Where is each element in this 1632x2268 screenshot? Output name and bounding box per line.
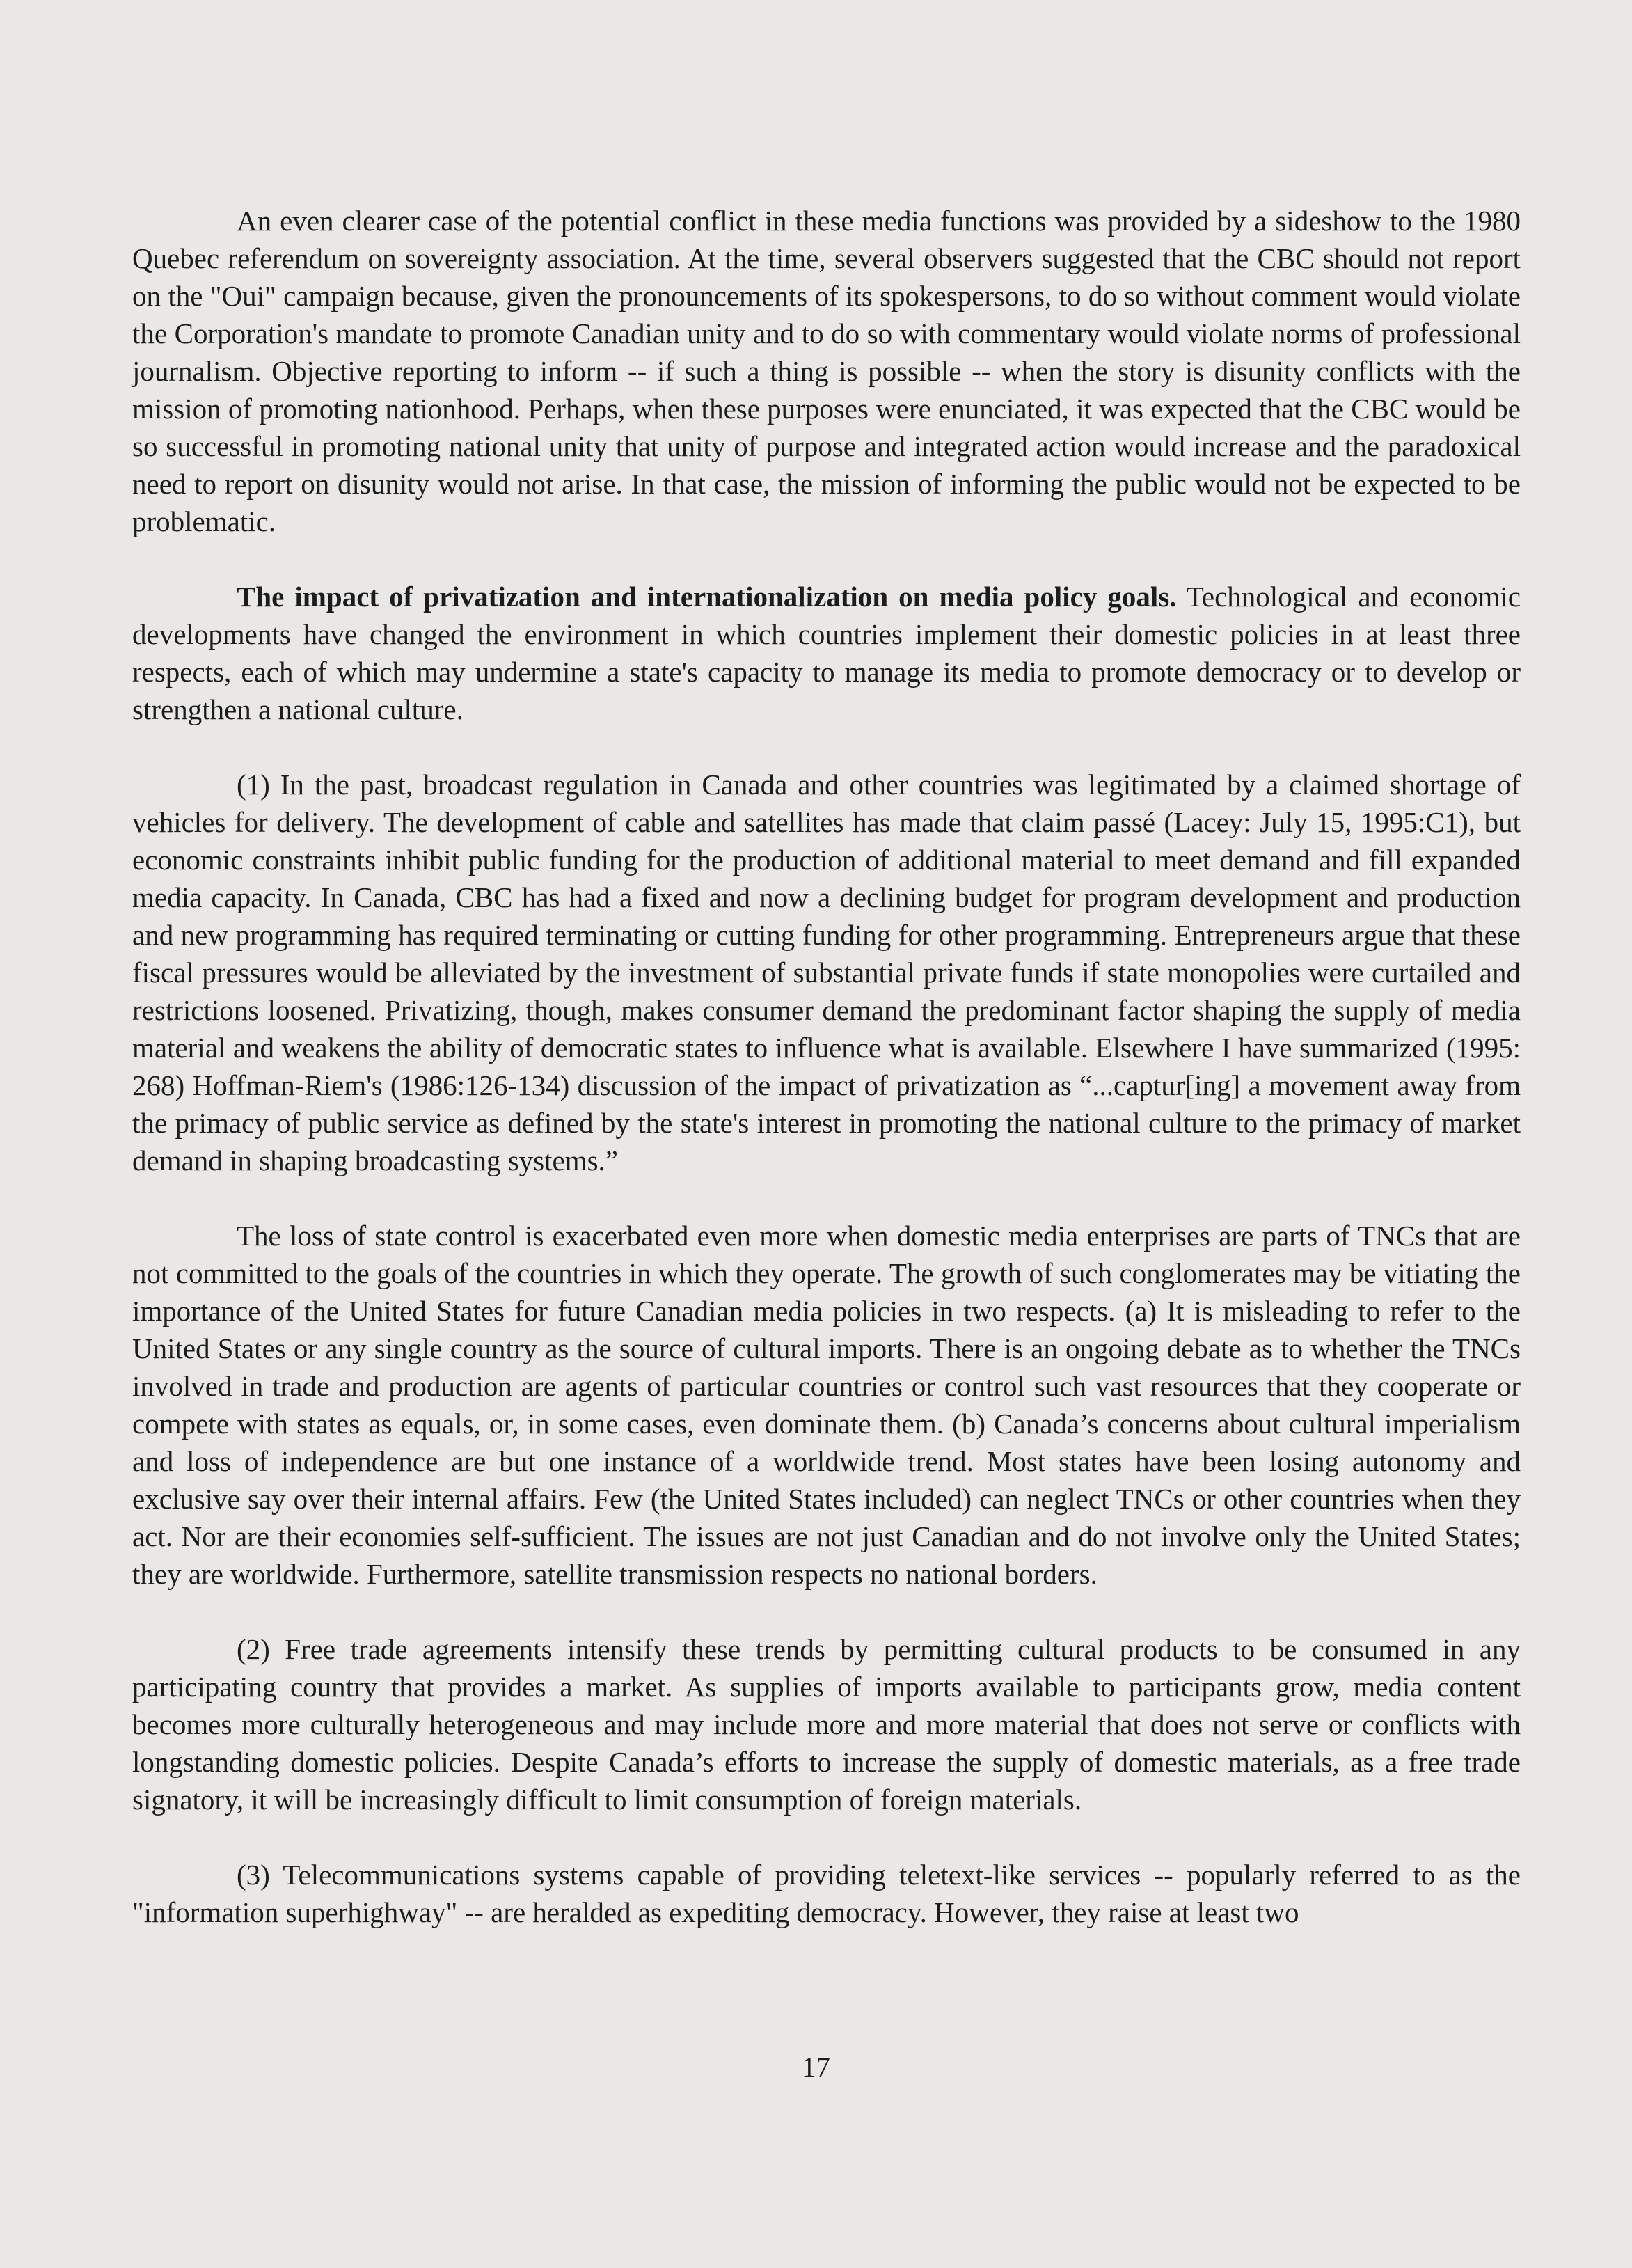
paragraph-free-trade: (2) Free trade agreements intensify these trends by permitting cultural products to be consumed in any participating country that provides a market. As supplies of imports available to participants grow, media content becomes more culturally heterogeneous and may include more and more material that does not serve or conflicts with longstanding domestic policies. Despite Canada’s efforts to increase the supply of domestic materials, as a free trade signatory, it will be increasingly difficult to limit consumption of foreign materials.	[132, 1633, 1521, 1816]
paragraph-text: Technological and economic developments have changed the environment in which countries implement their domestic policies in at least three respects, each of which may undermine a state's capacity to manage its media to promote democracy or to develop or strengthen a national culture.	[132, 581, 1521, 725]
paragraph-telecommunications: (3) Telecommunications systems capable of providing teletext-like services -- popularly referred to as the "information superhighway" -- are heralded as expediting democracy. However, they raise at least two	[132, 1859, 1521, 1928]
section-heading: The impact of privatization and internationalization on media policy goals.	[237, 581, 1177, 613]
paragraph-broadcast-regulation: (1) In the past, broadcast regulation in Canada and other countries was legitimated by a claimed shortage of vehicles for delivery. The development of cable and satellites has made that claim passé (Lacey: July 15, 1995:C1), but economic constraints inhibit public funding for the production of additional material to meet demand and fill expanded media capacity. In Canada, CBC has had a fixed and now a declining budget for program development and production and new programming has required terminating or cutting funding for other programming. Entrepreneurs argue that these fiscal pressures would be alleviated by the investment of substantial private funds if state monopolies were curtailed and restrictions loosened. Privatizing, though, makes consumer demand the predominant factor shaping the supply of media material and weakens the ability of democratic states to influence what is available. Elsewhere I have summarized (1995: 268) Hoffman-Riem's (1986:126-134) discussion of the impact of privatization as “...captur[ing] a movement away from the primacy of public service as defined by the state's interest in promoting the national culture to the primacy of market demand in shaping broadcasting systems.”	[132, 769, 1521, 1176]
paragraph-privatization-impact	[132, 578, 1521, 728]
paragraph-state-control: The loss of state control is exacerbated even more when domestic media enterprises are parts of TNCs that are not committed to the goals of the countries in which they operate. The growth of such conglomerates may be vitiating the importance of the United States for future Canadian media policies in two respects. (a) It is misleading to refer to the United States or any single country as the source of cultural imports. There is an ongoing debate as to whether the TNCs involved in trade and production are agents of particular countries or control such vast resources that they cooperate or compete with states as equals, or, in some cases, even dominate them. (b) Canada’s concerns about cultural imperialism and loss of independence are but one instance of a worldwide trend. Most states have been losing autonomy and exclusive say over their internal affairs. Few (the United States included) can neglect TNCs or other countries when they act. Nor are their economies self-sufficient. The issues are not just Canadian and do not involve only the United States; they are worldwide. Furthermore, satellite transmission respects no national borders.	[132, 1220, 1521, 1590]
paragraph-quebec-referendum: An even clearer case of the potential conflict in these media functions was provided by a sideshow to the 1980 Quebec referendum on sovereignty association. At the time, several observers suggested that the CBC should not report on the "Oui" campaign because, given the pronouncements of its spokespersons, to do so without comment would violate the Corporation's mandate to promote Canadian unity and to do so with commentary would violate norms of professional journalism. Objective reporting to inform -- if such a thing is possible -- when the story is disunity conflicts with the mission of promoting nationhood. Perhaps, when these purposes were enunciated, it was expected that the CBC would be so successful in promoting national unity that unity of purpose and integrated action would increase and the paradoxical need to report on disunity would not arise. In that case, the mission of informing the public would not be expected to be problematic.	[132, 205, 1521, 537]
document-body	[132, 202, 1521, 1931]
page-number: 17	[802, 2051, 830, 2083]
